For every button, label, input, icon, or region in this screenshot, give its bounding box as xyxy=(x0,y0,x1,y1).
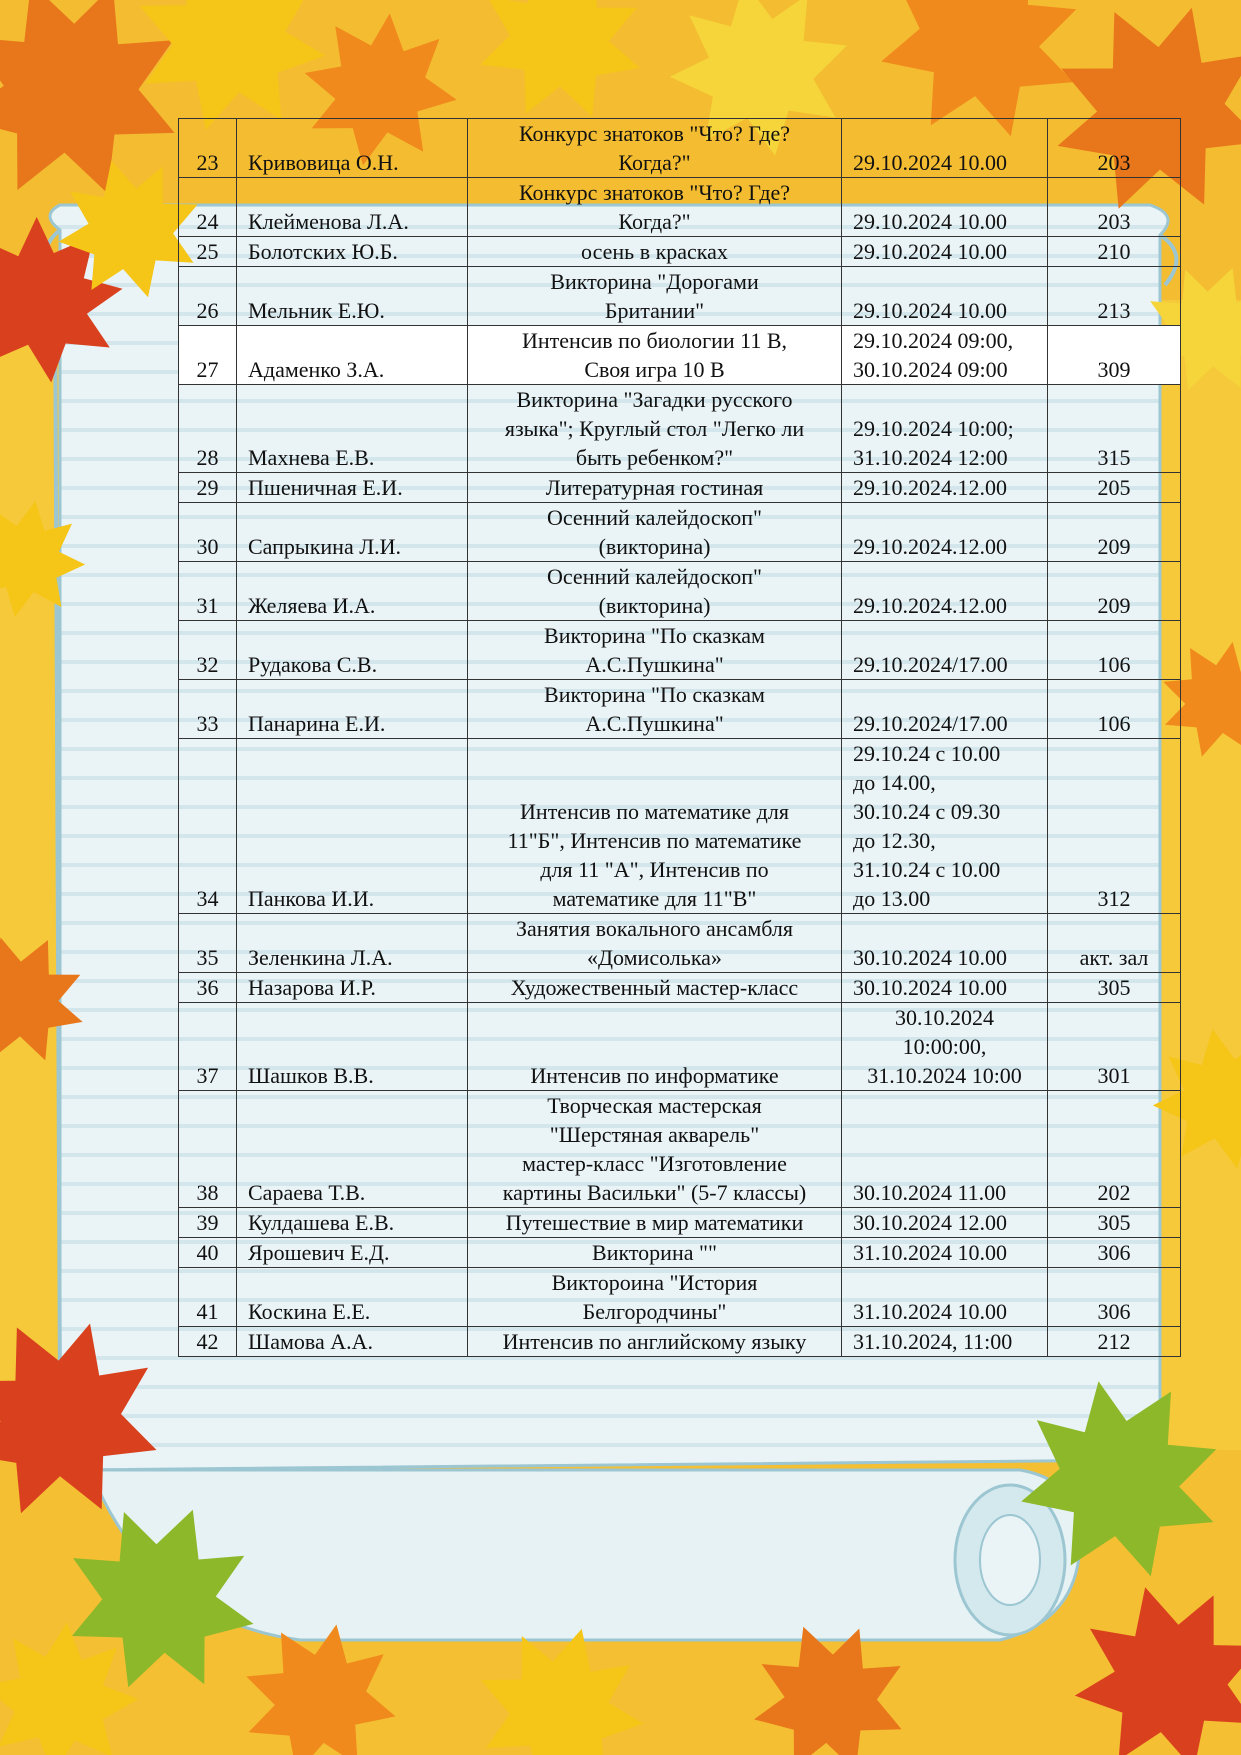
event-title: Викторина "По сказкам А.С.Пушкина" xyxy=(468,680,842,739)
teacher-name: Шашков В.В. xyxy=(237,1003,468,1091)
event-title: Интенсив по математике для 11"Б", Интенсив по математике для 11 "А", Интенсив по математике для 11"В" xyxy=(468,739,842,914)
room-number: 203 xyxy=(1048,178,1181,237)
row-number: 30 xyxy=(179,503,237,562)
event-date: 31.10.2024, 11:00 xyxy=(842,1327,1048,1357)
event-title: Творческая мастерская "Шерстяная акварель" мастер-класс "Изготовление картины Васильки" (5-7 классы) xyxy=(468,1091,842,1208)
event-date: 30.10.2024 10.00 xyxy=(842,914,1048,973)
row-number: 27 xyxy=(179,326,237,385)
table-row xyxy=(179,326,1181,385)
table-row xyxy=(179,178,1181,237)
event-title: Литературная гостиная xyxy=(468,473,842,503)
room-number: 309 xyxy=(1048,326,1181,385)
room-number: 203 xyxy=(1048,119,1181,178)
room-number: 306 xyxy=(1048,1238,1181,1268)
row-number: 24 xyxy=(179,178,237,237)
teacher-name: Панарина Е.И. xyxy=(237,680,468,739)
room-number: 312 xyxy=(1048,739,1181,914)
room-number: 202 xyxy=(1048,1091,1181,1208)
event-date: 29.10.2024/17.00 xyxy=(842,621,1048,680)
teacher-name: Ярошевич Е.Д. xyxy=(237,1238,468,1268)
event-title: осень в красках xyxy=(468,237,842,267)
event-date: 31.10.2024 10.00 xyxy=(842,1238,1048,1268)
table-row xyxy=(179,1238,1181,1268)
event-date: 30.10.2024 11.00 xyxy=(842,1091,1048,1208)
teacher-name: Адаменко З.А. xyxy=(237,326,468,385)
event-date: 31.10.2024 10.00 xyxy=(842,1268,1048,1327)
room-number: 315 xyxy=(1048,385,1181,473)
table-row xyxy=(179,562,1181,621)
room-number: 305 xyxy=(1048,973,1181,1003)
room-number: 106 xyxy=(1048,621,1181,680)
teacher-name: Панкова И.И. xyxy=(237,739,468,914)
room-number: 301 xyxy=(1048,1003,1181,1091)
teacher-name: Сапрыкина Л.И. xyxy=(237,503,468,562)
room-number: 205 xyxy=(1048,473,1181,503)
room-number: 106 xyxy=(1048,680,1181,739)
event-title: Осенний калейдоскоп" (викторина) xyxy=(468,562,842,621)
event-title: Викторина "Загадки русского языка"; Круглый стол "Легко ли быть ребенком?" xyxy=(468,385,842,473)
event-title: Конкурс знатоков "Что? Где? Когда?" xyxy=(468,119,842,178)
teacher-name: Клейменова Л.А. xyxy=(237,178,468,237)
table-row xyxy=(179,973,1181,1003)
table-row xyxy=(179,1003,1181,1091)
room-number: акт. зал xyxy=(1048,914,1181,973)
room-number: 209 xyxy=(1048,562,1181,621)
table-row xyxy=(179,473,1181,503)
room-number: 305 xyxy=(1048,1208,1181,1238)
teacher-name: Желяева И.А. xyxy=(237,562,468,621)
event-title: Занятия вокального ансамбля «Домисолька» xyxy=(468,914,842,973)
teacher-name: Коскина Е.Е. xyxy=(237,1268,468,1327)
row-number: 29 xyxy=(179,473,237,503)
table-row xyxy=(179,1268,1181,1327)
teacher-name: Рудакова С.В. xyxy=(237,621,468,680)
event-date: 29.10.2024 09:00, 30.10.2024 09:00 xyxy=(842,326,1048,385)
room-number: 210 xyxy=(1048,237,1181,267)
room-number: 306 xyxy=(1048,1268,1181,1327)
teacher-name: Назарова И.Р. xyxy=(237,973,468,1003)
event-title: Викторина "По сказкам А.С.Пушкина" xyxy=(468,621,842,680)
event-title: Виктороина "История Белгородчины" xyxy=(468,1268,842,1327)
event-date: 29.10.2024 10.00 xyxy=(842,237,1048,267)
event-title: Интенсив по биологии 11 В, Своя игра 10 В xyxy=(468,326,842,385)
table-row xyxy=(179,267,1181,326)
event-title: Викторина "" xyxy=(468,1238,842,1268)
table-row xyxy=(179,1091,1181,1208)
row-number: 40 xyxy=(179,1238,237,1268)
row-number: 34 xyxy=(179,739,237,914)
row-number: 32 xyxy=(179,621,237,680)
teacher-name: Кривовица О.Н. xyxy=(237,119,468,178)
row-number: 41 xyxy=(179,1268,237,1327)
table-row xyxy=(179,1208,1181,1238)
row-number: 42 xyxy=(179,1327,237,1357)
row-number: 23 xyxy=(179,119,237,178)
row-number: 25 xyxy=(179,237,237,267)
table-row xyxy=(179,119,1181,178)
table-row xyxy=(179,680,1181,739)
event-title: Викторина "Дорогами Британии" xyxy=(468,267,842,326)
event-title: Интенсив по английскому языку xyxy=(468,1327,842,1357)
teacher-name: Махнева Е.В. xyxy=(237,385,468,473)
event-date: 29.10.2024 10.00 xyxy=(842,119,1048,178)
row-number: 33 xyxy=(179,680,237,739)
row-number: 36 xyxy=(179,973,237,1003)
event-date: 29.10.24 с 10.00 до 14.00, 30.10.24 с 09.30 до 12.30, 31.10.24 с 10.00 до 13.00 xyxy=(842,739,1048,914)
table-row xyxy=(179,237,1181,267)
row-number: 26 xyxy=(179,267,237,326)
teacher-name: Пшеничная Е.И. xyxy=(237,473,468,503)
event-date: 29.10.2024 10.00 xyxy=(842,267,1048,326)
event-date: 29.10.2024.12.00 xyxy=(842,503,1048,562)
event-title: Конкурс знатоков "Что? Где? Когда?" xyxy=(468,178,842,237)
teacher-name: Зеленкина Л.А. xyxy=(237,914,468,973)
row-number: 35 xyxy=(179,914,237,973)
event-title: Осенний калейдоскоп" (викторина) xyxy=(468,503,842,562)
room-number: 209 xyxy=(1048,503,1181,562)
row-number: 38 xyxy=(179,1091,237,1208)
table-row xyxy=(179,914,1181,973)
table-row xyxy=(179,385,1181,473)
event-date: 29.10.2024.12.00 xyxy=(842,562,1048,621)
row-number: 37 xyxy=(179,1003,237,1091)
event-title: Художественный мастер-класс xyxy=(468,973,842,1003)
table-row xyxy=(179,739,1181,914)
event-date: 29.10.2024 10.00 xyxy=(842,178,1048,237)
event-date: 30.10.2024 10:00:00, 31.10.2024 10:00 xyxy=(842,1003,1048,1091)
event-title: Путешествие в мир математики xyxy=(468,1208,842,1238)
event-date: 29.10.2024/17.00 xyxy=(842,680,1048,739)
teacher-name: Кулдашева Е.В. xyxy=(237,1208,468,1238)
row-number: 28 xyxy=(179,385,237,473)
row-number: 39 xyxy=(179,1208,237,1238)
row-number: 31 xyxy=(179,562,237,621)
room-number: 212 xyxy=(1048,1327,1181,1357)
teacher-name: Мельник Е.Ю. xyxy=(237,267,468,326)
table-row xyxy=(179,503,1181,562)
table-row xyxy=(179,621,1181,680)
table-row xyxy=(179,1327,1181,1357)
teacher-name: Шамова А.А. xyxy=(237,1327,468,1357)
teacher-name: Сараева Т.В. xyxy=(237,1091,468,1208)
event-date: 29.10.2024 10:00; 31.10.2024 12:00 xyxy=(842,385,1048,473)
room-number: 213 xyxy=(1048,267,1181,326)
teacher-name: Болотских Ю.Б. xyxy=(237,237,468,267)
event-date: 30.10.2024 10.00 xyxy=(842,973,1048,1003)
schedule-table xyxy=(178,118,1181,1357)
schedule-rows xyxy=(179,119,1181,1357)
event-title: Интенсив по информатике xyxy=(468,1003,842,1091)
event-date: 30.10.2024 12.00 xyxy=(842,1208,1048,1238)
event-date: 29.10.2024.12.00 xyxy=(842,473,1048,503)
